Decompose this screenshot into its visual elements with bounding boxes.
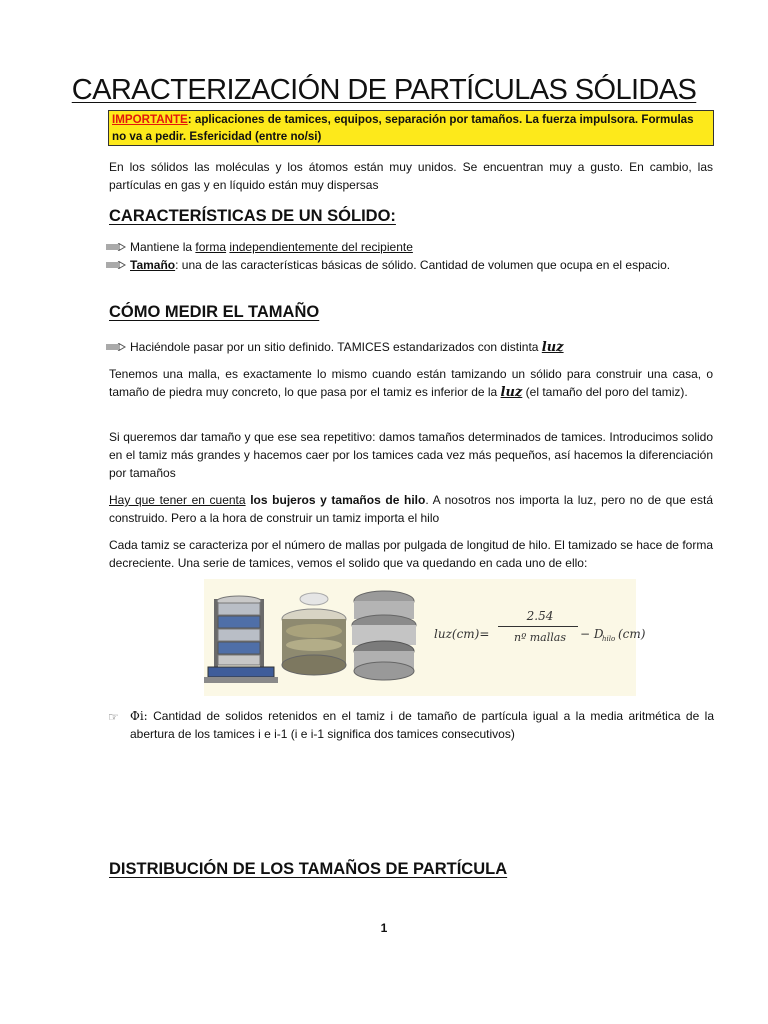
bullet-forma-word: forma: [195, 240, 227, 254]
page-number: 1: [380, 921, 388, 935]
bullet-forma-pre: Mantiene la: [130, 240, 196, 254]
phi-symbol: Φi:: [130, 709, 148, 723]
paragraph-hilo: [109, 491, 713, 527]
paragraph-mallas: Cada tamiz se caracteriza por el número de mallas por pulgada de longitud de hilo. El tamizado se hace de forma decreciente. Una serie de tamices, vemos el solido que va quedando en cada uno de ello:: [109, 538, 713, 570]
formula-denominator: nº mallas: [514, 631, 566, 644]
bullet-tamano-word: Tamaño: [130, 258, 176, 272]
heading-distribucion: DISTRIBUCIÓN DE LOS TAMAÑOS DE PARTÍCULA: [109, 860, 508, 878]
paragraph-hilo-underlined: Hay que tener en cuenta: [109, 493, 246, 507]
paragraph-hilo-bold: los bujeros y tamaños de hilo: [245, 493, 426, 507]
bullet-tamano: [130, 256, 714, 274]
formula-fraction-bar: [498, 626, 578, 627]
paragraph-tamices: Si queremos dar tamaño y que ese sea repetitivo: damos tamaños determinados de tamices. Introducimos solido en el tamiz más grandes y hacemos caer por los tamices cada vez más pequeños, así hacemos la diferenciación por tamaños: [109, 430, 713, 480]
important-text: : aplicaciones de tamices, equipos, separación por tamaños. La fuerza impulsora. Formulas no va a pedir. Esfericidad (entre no/si): [112, 113, 694, 143]
arrow-bullet-icon: [106, 343, 126, 351]
bullet-tamices: [130, 338, 714, 357]
bullet-forma-rest: independientemente del recipiente: [229, 240, 413, 254]
intro-paragraph: En los sólidos las moléculas y los átomos están muy unidos. Se encuentran muy a gusto. En cambio, las partículas en gas y en líquido están muy dispersas: [109, 160, 713, 192]
luz-term: luz: [541, 340, 564, 355]
luz-term: luz: [500, 385, 523, 400]
paragraph-malla: [109, 365, 713, 402]
document-title: CARACTERIZACIÓN DE PARTÍCULAS SÓLIDAS: [71, 74, 697, 106]
arrow-bullet-icon: [106, 261, 126, 269]
important-label: IMPORTANTE: [112, 113, 188, 126]
paragraph-malla-tail: (el tamaño del poro del tamiz).: [522, 385, 688, 399]
heading-como-medir: CÓMO MEDIR EL TAMAÑO: [109, 303, 320, 321]
paragraph-hilo-rest: . A nosotros nos importa la luz, pero no de que está construido. Pero a la hora de construir un tamiz importa el hilo: [109, 493, 713, 525]
pointing-hand-icon: ☞: [108, 710, 119, 724]
bullet-tamices-text: Haciéndole pasar por un sitio definido. TAMICES estandarizados con distinta: [130, 340, 542, 354]
formula-units: (cm): [618, 627, 646, 641]
bullet-phi: [108, 707, 714, 743]
arrow-bullet-icon: [106, 243, 126, 251]
luz-formula: [434, 603, 646, 663]
formula-subscript: hilo: [602, 635, 616, 643]
bullet-tamano-rest: : una de las características básicas de sólido. Cantidad de volumen que ocupa en el espacio.: [175, 258, 671, 272]
phi-text: Cantidad de solidos retenidos en el tamiz i de tamaño de partícula igual a la media aritmética de la abertura de los tamices i e i-1 (i e i-1 significa dos tamices consecutivos): [130, 709, 714, 741]
important-note-box: [108, 110, 714, 146]
formula-numerator: 2.54: [526, 609, 554, 623]
paragraph-malla-text: Tenemos una malla, es exactamente lo mismo cuando están tamizando un sólido para construir una casa, o tamaño de piedra muy concreto, lo que pasa por el tamiz es inferior de la: [109, 367, 713, 399]
heading-caracteristicas: CARACTERÍSTICAS DE UN SÓLIDO:: [109, 207, 396, 225]
formula-minus-d: − D: [580, 627, 604, 641]
sieves-figure: [204, 579, 646, 696]
bullet-forma: [130, 238, 714, 256]
formula-lhs: luz(cm)=: [434, 627, 490, 641]
